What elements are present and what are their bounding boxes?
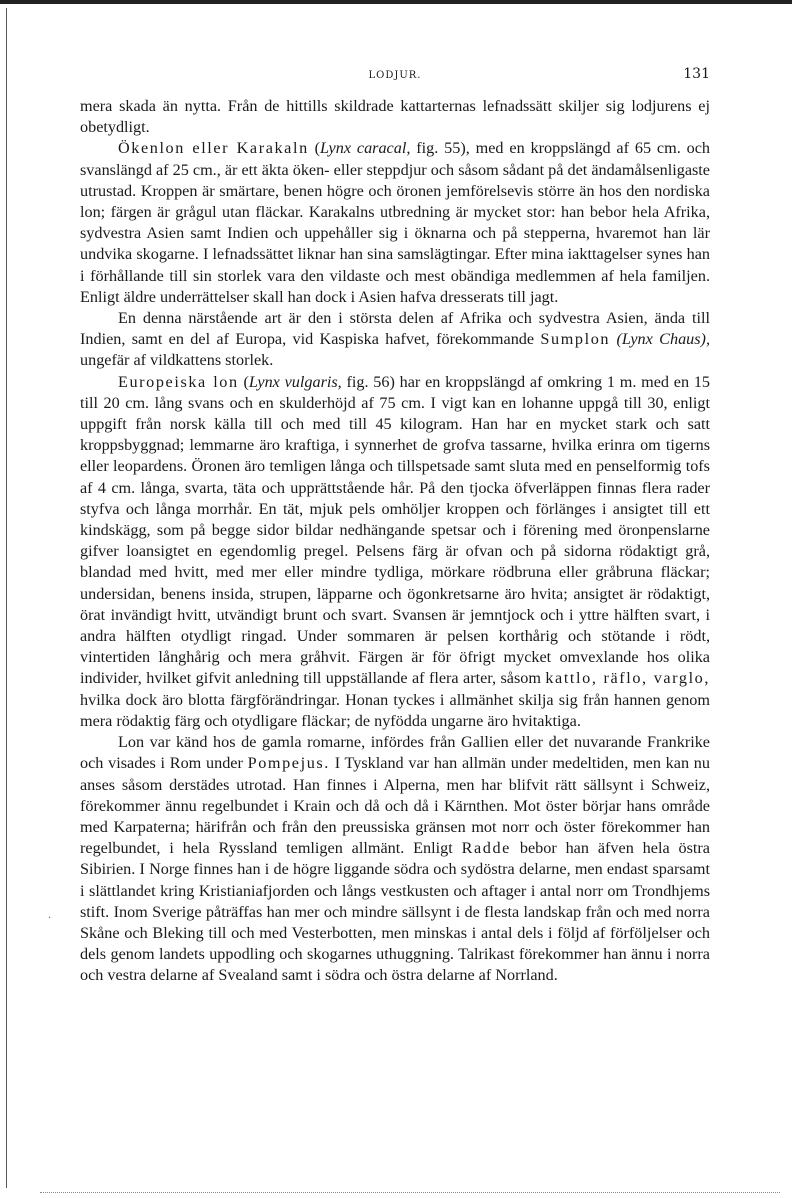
spaced-term: Pompejus. <box>247 754 330 773</box>
spaced-term: Radde <box>461 839 511 858</box>
text-run: En denna närstående art är den i största delen af Afrika och sydvestra Asien, ända till Indien, samt en del af Europa, vid Kaspiska hafvet, förekommande <box>80 309 710 349</box>
page-number: 131 <box>683 66 710 82</box>
running-head: LODJUR. <box>368 70 422 81</box>
italic-term: Lynx vulgaris, <box>248 372 342 391</box>
text-run: Lon var känd hos de gamla romarne, infördes från Gallien eller det nuvarande Frankrike och visades i Rom under <box>80 733 710 773</box>
text-run: fig. 55), med en kroppslängd af 65 cm. och svanslängd af 25 cm., är ett äkta öken- eller steppdjur och såsom sådant på det ändamålsenligaste utrustad. Kroppen är smärtare, benen högre och öronen jemförelsevis större än hos den nordiska lon; färgen är grågul utan fläckar. Karakalns utbredning är mycket stor: han bebor hela Afrika, sydvestra Asien samt Indien och uppehåller sig i öknarna och på stepperna, hvaremot han lär undvika skogarne. I lefnadssättet liknar han sina samslägtingar. Efter mina iakttagelser synes han i förhållande till sin storlek vara den vildaste och mest obändiga medlemmen af hela familjen. Enligt äldre underrättelser skall han dock i Asien hafva dresserats till jagt. <box>80 139 710 306</box>
text-run: ungefär af vildkattens storlek. <box>80 351 274 370</box>
italic-term: (Lynx Chaus), <box>616 330 710 349</box>
paragraph <box>80 308 710 372</box>
text-run: ( <box>308 139 321 158</box>
spaced-term: kattlo, räflo, varglo, <box>545 669 711 688</box>
top-border-rule <box>0 0 792 4</box>
body-text <box>80 96 710 987</box>
page-header <box>80 66 710 86</box>
text-run: ( <box>238 372 249 391</box>
paragraph <box>80 138 710 308</box>
text-run: hvilka dock äro blotta färgförändringar. Honan tyckes i allmänhet skilja sig från hannen genom mera rödaktig färg och otydligare fläckar; de nyfödda ungarne äro hvitaktiga. <box>80 690 710 730</box>
paragraph <box>80 732 710 986</box>
bottom-border-rule <box>40 1192 780 1194</box>
spaced-term: Europeiska lon <box>118 372 239 391</box>
paragraph <box>80 372 710 732</box>
spaced-term: Sumplon <box>540 330 611 349</box>
text-run: mera skada än nytta. Från de hittills skildrade kattarternas lefnadssätt skiljer sig lodjurens ej obetydligt. <box>80 97 710 137</box>
paragraph <box>80 96 710 138</box>
spaced-term: Ökenlon eller Karakaln <box>118 139 309 158</box>
text-run: I Tyskland var han allmän under medeltiden, men kan nu anses såsom derstädes utrotad. Han finnes i Alperna, men har blifvit rätt sällsynt i Schweiz, förekommer ännu regelbundet i Krain och då och då i Kärnthen. Mot öster börjar hans område med Karpaterna; härifrån och från den preussiska gränsen mot norr och öster förekommer han regelbundet, i hela Ryssland temligen allmänt. Enligt <box>80 754 710 858</box>
italic-term: Lynx caracal, <box>320 139 411 158</box>
margin-mark: · <box>48 913 52 924</box>
text-run: fig. 56) har en kroppslängd af omkring 1 m. med en 15 till 20 cm. lång svans och en skulderhöjd af 75 cm. I vigt kan en lohanne uppgå till 30, enligt uppgift från norsk källa till och med till 45 kilogram. Han har en mycket stark och satt kroppsbyggnad; lemmarne äro kraftiga, i synnerhet de grofva tassarne, hvilka erinra om tigerns eller leopardens. Öronen äro temligen långa och tillspetsade samt sluta med en penselformig tofs af 4 cm. långa, svarta, täta och upprättstående hår. På den tjocka öfverläppen finnas flera rader styfva och långa morrhår. En tät, mjuk pels omhöljer kroppen och förlänges i ansigtet till ett kindskägg, som på begge sidor bildar nedhängande spetsar och i förening med öronpenslarne gifver loansigtet en egendomlig pregel. Pelsens färg är ofvan och på sidorna rödaktigt grå, blandad med hvitt, med mer eller mindre tydliga, mörkare rödbruna eller gråbruna fläckar; undersidan, benens insida, strupen, läpparne och ögonkretsarne äro hvita; ansigtet är rödaktigt, örat invändigt hvitt, utvändigt brunt och svart. Svansen är jemntjock och i yttre hälften svart, i andra hälften otydligt ringad. Under sommaren är pelsen korthårig och stötande i rödt, vintertiden långhårig och mera gråhvit. Färgen är för öfrigt mycket omvexlande hos olika individer, hvilket gifvit anledning till uppställande af flera arter, såsom <box>80 372 711 688</box>
text-run: bebor han äfven hela östra Sibirien. I Norge finnes han i de högre liggande södra och sydöstra delarne, men endast sparsamt i slättlandet kring Kristianiafjorden och långs vestkusten och aftager i antal norr om Trondhjems stift. Inom Sverige påträffas han mer och mindre sällsynt i de flesta landskap från och med norra Skåne och Bleking till och med Vesterbotten, men minskas i antal dels i följd af förföljelser och dels genom landets uppodling och skogarnes uthuggning. Talrikast förekommer han ännu i norra och vestra delarne af Svealand samt i södra och östra delarne af Norrland. <box>80 839 710 985</box>
left-border-rule <box>6 8 7 1188</box>
